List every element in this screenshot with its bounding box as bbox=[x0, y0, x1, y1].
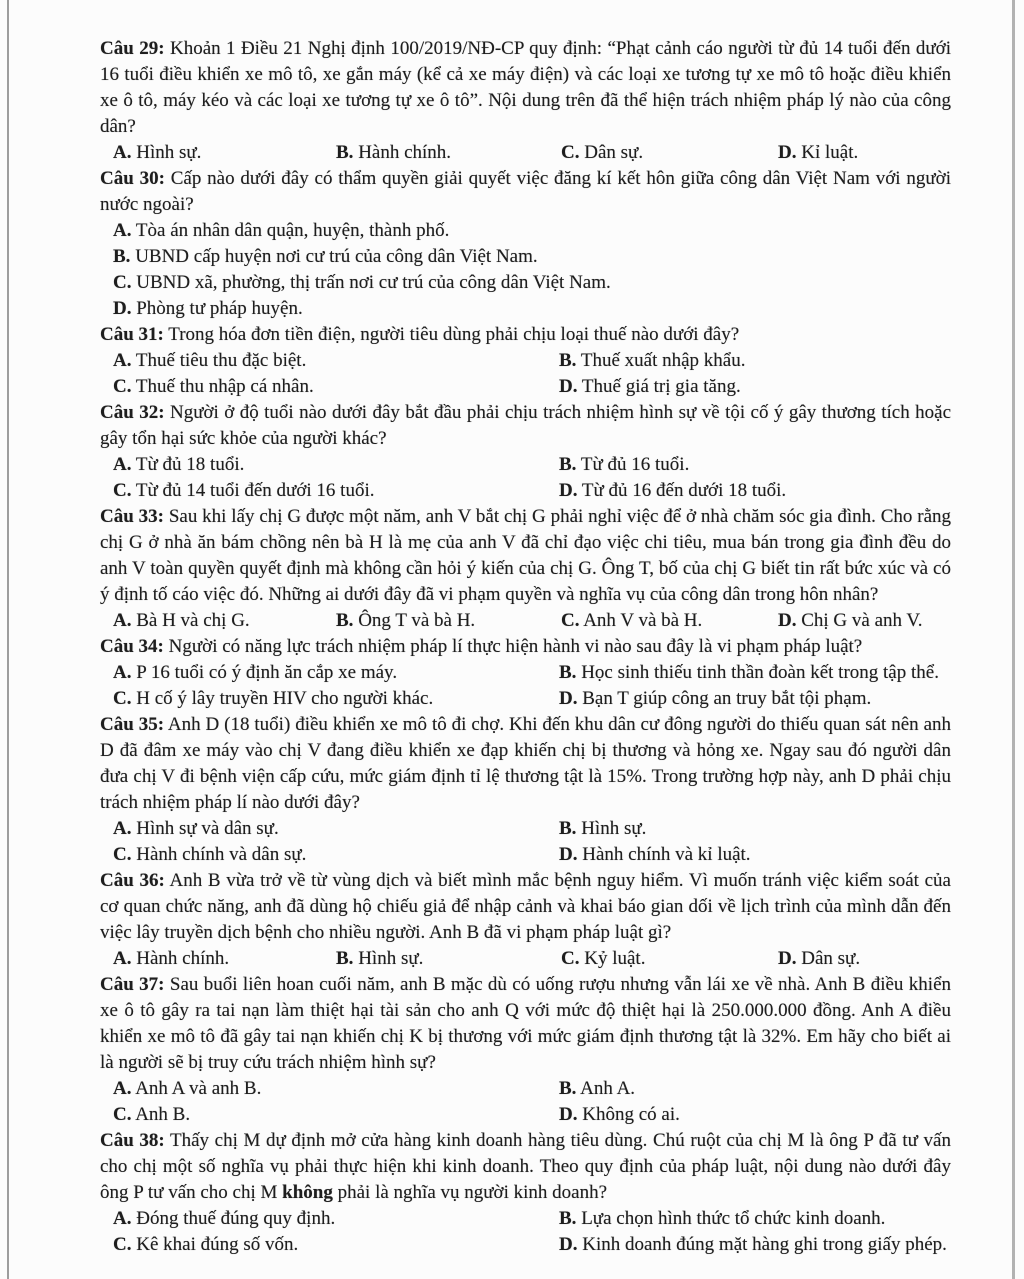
option-key: C. bbox=[561, 142, 580, 163]
question-text: Người ở độ tuổi nào dưới đây bắt đầu phải chịu trách nhiệm hình sự về tội cố ý gây thương tích hoặc gây tổn hại sức khỏe của người khác? bbox=[100, 402, 952, 449]
option-key: A. bbox=[113, 1208, 132, 1229]
option-text: UBND cấp huyện nơi cư trú của công dân Việt Nam. bbox=[135, 246, 538, 267]
question-35 bbox=[100, 712, 951, 868]
option-text: Từ đủ 14 tuổi đến dưới 16 tuổi. bbox=[135, 480, 375, 501]
question-options bbox=[100, 218, 951, 322]
option-key: D. bbox=[559, 688, 578, 709]
option-text: Học sinh thiếu tinh thần đoàn kết trong tập thể. bbox=[581, 662, 939, 683]
option-d bbox=[778, 608, 951, 634]
option-c bbox=[113, 1102, 559, 1128]
question-text: Trong hóa đơn tiền điện, người tiêu dùng phải chịu loại thuế nào dưới đây? bbox=[168, 324, 740, 345]
option-c bbox=[561, 608, 778, 634]
option-b bbox=[559, 348, 951, 374]
question-36 bbox=[100, 868, 951, 972]
question-options bbox=[100, 816, 951, 868]
exam-questions-content bbox=[100, 36, 951, 1258]
option-d bbox=[559, 1232, 951, 1258]
option-key: B. bbox=[559, 350, 577, 371]
option-text: Bà H và chị G. bbox=[136, 610, 250, 631]
option-a bbox=[113, 1206, 559, 1232]
option-key: C. bbox=[113, 1104, 132, 1125]
question-text: Anh B vừa trở về từ vùng dịch và biết mình mắc bệnh nguy hiểm. Vì muốn tránh việc kiểm soát của cơ quan chức năng, anh đã dùng hộ chiếu giả để nhập cảnh và khai báo gian dối về lịch trình của mình dẫn đến việc lây truyền dịch bệnh cho nhiều người. Anh B đã vi phạm pháp luật gì? bbox=[100, 870, 951, 943]
question-stem bbox=[100, 634, 951, 660]
option-text: Kê khai đúng số vốn. bbox=[136, 1234, 299, 1255]
page-edge-line-right bbox=[1012, 0, 1015, 1279]
option-text: Dân sự. bbox=[801, 948, 861, 969]
option-text: Đóng thuế đúng quy định. bbox=[136, 1208, 336, 1229]
option-text: Kỉ luật. bbox=[801, 142, 859, 163]
page-edge-line-left bbox=[7, 0, 9, 1279]
question-number: Câu 35: bbox=[100, 714, 165, 735]
question-38 bbox=[100, 1128, 951, 1258]
question-text: Khoản 1 Điều 21 Nghị định 100/2019/NĐ-CP quy định: “Phạt cảnh cáo người từ đủ 14 tuổi đến dưới 16 tuổi điều khiển xe mô tô, xe gắn máy (kể cả xe máy điện) và các loại xe tương tự xe mô tô hoặc điều khiển xe ô tô, máy kéo và các loại xe tương tự xe ô tô”. Nội dung trên đã thể hiện trách nhiệm pháp lý nào của công dân? bbox=[100, 38, 952, 137]
option-a bbox=[113, 816, 559, 842]
option-key: A. bbox=[113, 610, 132, 631]
option-text: P 16 tuổi có ý định ăn cắp xe máy. bbox=[136, 662, 398, 683]
option-text: Hành chính và dân sự. bbox=[136, 844, 307, 865]
option-key: C. bbox=[113, 480, 132, 501]
option-a bbox=[113, 452, 559, 478]
option-key: C. bbox=[113, 376, 132, 397]
option-key: C. bbox=[113, 844, 132, 865]
question-29 bbox=[100, 36, 951, 166]
option-text: Hình sự. bbox=[358, 948, 424, 969]
option-c bbox=[561, 140, 778, 166]
option-key: A. bbox=[113, 818, 132, 839]
option-b bbox=[336, 140, 561, 166]
option-b bbox=[113, 244, 951, 270]
option-a bbox=[113, 946, 336, 972]
option-d bbox=[559, 374, 951, 400]
option-c bbox=[113, 842, 559, 868]
option-key: B. bbox=[336, 948, 354, 969]
option-text: Hình sự và dân sự. bbox=[136, 818, 279, 839]
option-text: Thuế thu nhập cá nhân. bbox=[135, 376, 314, 397]
question-32 bbox=[100, 400, 951, 504]
question-options bbox=[100, 348, 951, 400]
question-stem bbox=[100, 868, 951, 946]
question-stem bbox=[100, 166, 951, 218]
option-d bbox=[559, 1102, 951, 1128]
option-b bbox=[559, 660, 951, 686]
question-stem bbox=[100, 322, 951, 348]
option-key: B. bbox=[336, 142, 354, 163]
option-text: Anh V và bà H. bbox=[583, 610, 703, 631]
option-key: A. bbox=[113, 142, 132, 163]
option-key: B. bbox=[559, 1208, 577, 1229]
option-a bbox=[113, 348, 559, 374]
option-text: Từ đủ 18 tuổi. bbox=[135, 454, 245, 475]
question-number: Câu 36: bbox=[100, 870, 165, 891]
question-text: Cấp nào dưới đây có thẩm quyền giải quyết việc đăng kí kết hôn giữa công dân Việt Nam với người nước ngoài? bbox=[100, 168, 951, 215]
option-c bbox=[113, 374, 559, 400]
question-number: Câu 30: bbox=[100, 168, 165, 189]
option-d bbox=[778, 140, 951, 166]
option-key: D. bbox=[778, 948, 797, 969]
option-key: A. bbox=[113, 948, 132, 969]
option-key: D. bbox=[559, 480, 578, 501]
option-text: Thuế giá trị gia tăng. bbox=[581, 376, 741, 397]
option-a bbox=[113, 660, 559, 686]
question-number: Câu 31: bbox=[100, 324, 164, 345]
option-text: Lựa chọn hình thức tổ chức kinh doanh. bbox=[581, 1208, 886, 1229]
question-stem bbox=[100, 36, 951, 140]
option-text: Kỷ luật. bbox=[584, 948, 646, 969]
question-text-after: phải là nghĩa vụ người kinh doanh? bbox=[332, 1182, 608, 1203]
option-d bbox=[559, 686, 951, 712]
option-key: C. bbox=[561, 948, 580, 969]
option-c bbox=[113, 478, 559, 504]
question-options bbox=[100, 140, 951, 166]
option-text: Hình sự. bbox=[581, 818, 647, 839]
option-key: D. bbox=[778, 142, 797, 163]
question-text: Sau khi lấy chị G được một năm, anh V bắt chị G phải nghỉ việc để ở nhà chăm sóc gia đình. Cho rằng chị G ở nhà ăn bám chồng nên bà H là mẹ của anh V đã chỉ đạo việc chi tiêu, mua bán trong gia đình đều do anh V toàn quyền quyết định mà không cần hỏi ý kiến của chị G. Ông T, bố của chị G biết tin rất bức xúc và có ý định tố cáo việc đó. Những ai dưới đây đã vi phạm quyền và nghĩa vụ của công dân trong hôn nhân? bbox=[100, 506, 952, 605]
option-text: Anh A và anh B. bbox=[135, 1078, 262, 1099]
option-d bbox=[559, 478, 951, 504]
option-b bbox=[559, 816, 951, 842]
question-text: Thấy chị M dự định mở cửa hàng kinh doanh hàng tiêu dùng. Chú ruột của chị M là ông P đã tư vấn cho chị một số nghĩa vụ phải thực hiện khi kinh doanh. Theo quy định của pháp luật, nội dung nào dưới đây ông P tư vấn cho chị M bbox=[100, 1130, 951, 1203]
question-number: Câu 29: bbox=[100, 38, 165, 59]
option-text: Không có ai. bbox=[582, 1104, 680, 1125]
option-text: Chị G và anh V. bbox=[801, 610, 923, 631]
option-key: D. bbox=[559, 844, 578, 865]
option-text: UBND xã, phường, thị trấn nơi cư trú của công dân Việt Nam. bbox=[136, 272, 611, 293]
option-text: Ông T và bà H. bbox=[358, 610, 476, 631]
question-30 bbox=[100, 166, 951, 322]
question-number: Câu 34: bbox=[100, 636, 164, 657]
option-text: Kinh doanh đúng mặt hàng ghi trong giấy phép. bbox=[582, 1234, 947, 1255]
option-key: B. bbox=[559, 454, 577, 475]
question-text-bold: không bbox=[282, 1182, 333, 1203]
option-key: A. bbox=[113, 220, 132, 241]
option-text: H cố ý lây truyền HIV cho người khác. bbox=[136, 688, 434, 709]
option-text: Hành chính. bbox=[136, 948, 230, 969]
question-37 bbox=[100, 972, 951, 1128]
question-options bbox=[100, 946, 951, 972]
option-key: D. bbox=[778, 610, 797, 631]
option-c bbox=[113, 686, 559, 712]
option-a bbox=[113, 1076, 559, 1102]
question-stem bbox=[100, 1128, 951, 1206]
option-text: Anh B. bbox=[135, 1104, 191, 1125]
option-key: C. bbox=[113, 1234, 132, 1255]
option-key: A. bbox=[113, 662, 132, 683]
question-number: Câu 38: bbox=[100, 1130, 165, 1151]
option-c bbox=[113, 1232, 559, 1258]
option-a bbox=[113, 218, 951, 244]
option-key: B. bbox=[559, 662, 577, 683]
option-key: A. bbox=[113, 1078, 132, 1099]
question-text: Sau buổi liên hoan cuối năm, anh B mặc dù có uống rượu nhưng vẫn lái xe về nhà. Anh B điều khiển xe ô tô gây ra tai nạn làm thiệt hại tài sản cho anh Q với mức độ thiệt hại là 250.000.000 đồng. Anh A điều khiển xe mô tô đã gây tai nạn khiến chị K bị thương với mức giám định thương tật là 32%. Em hãy cho biết ai là người sẽ bị truy cứu trách nhiệm hình sự? bbox=[100, 974, 951, 1073]
option-d bbox=[113, 296, 951, 322]
question-options bbox=[100, 452, 951, 504]
question-33 bbox=[100, 504, 951, 634]
question-stem bbox=[100, 972, 951, 1076]
option-key: D. bbox=[113, 298, 132, 319]
option-key: D. bbox=[559, 376, 578, 397]
option-text: Tòa án nhân dân quận, huyện, thành phố. bbox=[135, 220, 450, 241]
option-key: A. bbox=[113, 350, 132, 371]
option-key: C. bbox=[113, 688, 132, 709]
question-stem bbox=[100, 712, 951, 816]
option-b bbox=[336, 608, 561, 634]
question-stem bbox=[100, 400, 951, 452]
option-text: Anh A. bbox=[580, 1078, 636, 1099]
question-options bbox=[100, 1206, 951, 1258]
option-text: Thuế xuất nhập khẩu. bbox=[580, 350, 746, 371]
question-options bbox=[100, 1076, 951, 1128]
option-text: Từ đủ 16 tuổi. bbox=[580, 454, 690, 475]
option-text: Từ đủ 16 đến dưới 18 tuổi. bbox=[581, 480, 787, 501]
option-b bbox=[559, 1206, 951, 1232]
question-34 bbox=[100, 634, 951, 712]
option-c bbox=[113, 270, 951, 296]
option-text: Hình sự. bbox=[136, 142, 202, 163]
question-text: Người có năng lực trách nhiệm pháp lí thực hiện hành vi nào sau đây là vi phạm pháp luật? bbox=[168, 636, 863, 657]
question-options bbox=[100, 660, 951, 712]
option-a bbox=[113, 608, 336, 634]
question-text: Anh D (18 tuổi) điều khiển xe mô tô đi chợ. Khi đến khu dân cư đông người do thiếu quan sát nên anh D đã đâm xe máy vào chị V đang điều khiển xe đạp khiến chị bị thương và hỏng xe. Ngay sau đó người dân đưa chị V đi bệnh viện cấp cứu, mức giám định tỉ lệ thương tật là 15%. Trong trường hợp này, anh D phải chịu trách nhiệm pháp lí nào dưới đây? bbox=[100, 714, 952, 813]
question-options bbox=[100, 608, 951, 634]
option-key: B. bbox=[336, 610, 354, 631]
option-text: Dân sự. bbox=[584, 142, 644, 163]
option-b bbox=[559, 1076, 951, 1102]
option-key: D. bbox=[559, 1104, 578, 1125]
option-a bbox=[113, 140, 336, 166]
option-d bbox=[559, 842, 951, 868]
option-key: B. bbox=[113, 246, 131, 267]
option-text: Phòng tư pháp huyện. bbox=[136, 298, 303, 319]
question-number: Câu 32: bbox=[100, 402, 165, 423]
option-text: Hành chính và kỉ luật. bbox=[582, 844, 751, 865]
question-number: Câu 37: bbox=[100, 974, 165, 995]
option-key: B. bbox=[559, 818, 577, 839]
option-b bbox=[559, 452, 951, 478]
option-key: C. bbox=[561, 610, 580, 631]
option-key: D. bbox=[559, 1234, 578, 1255]
option-text: Thuế tiêu thu đặc biệt. bbox=[135, 350, 307, 371]
question-number: Câu 33: bbox=[100, 506, 164, 527]
option-text: Hành chính. bbox=[358, 142, 452, 163]
option-key: C. bbox=[113, 272, 132, 293]
question-31 bbox=[100, 322, 951, 400]
option-key: B. bbox=[559, 1078, 577, 1099]
question-stem bbox=[100, 504, 951, 608]
option-key: A. bbox=[113, 454, 132, 475]
option-d bbox=[778, 946, 951, 972]
option-b bbox=[336, 946, 561, 972]
option-c bbox=[561, 946, 778, 972]
option-text: Bạn T giúp công an truy bắt tội phạm. bbox=[582, 688, 872, 709]
